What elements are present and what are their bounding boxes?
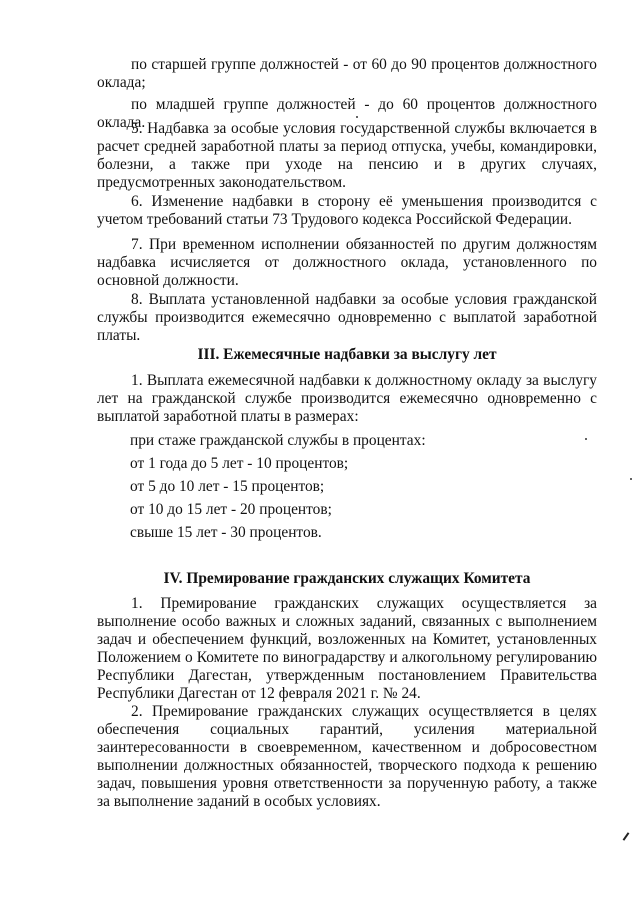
scan-speck (585, 438, 587, 440)
paragraph-item-6: 6. Изменение надбавки в сторону её уменьшения производится с учетом требований статьи 73 Трудового кодекса Российской Федерации. (97, 193, 597, 228)
scan-speck (356, 116, 358, 118)
seniority-list-item: свыше 15 лет - 30 процентов. (130, 524, 322, 541)
paragraph-item-7: 7. При временном исполнении обязанностей по другим должностям надбавка исчисляется от должностного оклада, установленного по основной должности. (97, 236, 597, 289)
seniority-list-item: от 1 года до 5 лет - 10 процентов; (130, 455, 349, 472)
section-iii-paragraph-1: 1. Выплата ежемесячной надбавки к должностному окладу за выслугу лет на гражданской службе производится ежемесячно одновременно с выплатой заработной платы в размерах: (97, 372, 597, 425)
seniority-list-item: от 5 до 10 лет - 15 процентов; (130, 478, 325, 495)
section-iv-paragraph-1: 1. Премирование гражданских служащих осуществляется за выполнение особо важных и сложных заданий, связанных с выполнением задач и обеспечением функций, возложенных на Комитет, установленных Положением о Комитете по виноградарству и алкогольному регулированию Республики Дагестан, утвержденным постановлением Правительства Республики Дагестан от 12 февраля 2021 г. № 24. (97, 595, 597, 702)
paragraph-item-5: 5. Надбавка за особые условия государственной службы включается в расчет средней заработной платы за период отпуска, учебы, командировки, болезни, а также при уходе на пенсию и в других случаях, предусмотренных законодательством. (97, 120, 597, 191)
paragraph-senior-group: по старшей группе должностей - от 60 до 90 процентов должностного оклада; (97, 56, 597, 91)
section-heading-iii: III. Ежемесячные надбавки за выслугу лет (197, 346, 497, 363)
paragraph-junior-group: по младшей группе должностей - до 60 процентов должностного оклада. (97, 96, 597, 131)
section-iv-paragraph-2: 2. Премирование гражданских служащих осуществляется в целях обеспечения социальных гарантий, усиления материальной заинтересованности в своевременном, качественном и добросовестном выполнении должностных обязанностей, творческого подхода к решению задач, повышения уровня ответственности за порученную работу, а также за выполнение заданий в особых условиях. (97, 703, 597, 810)
scan-speck (630, 478, 632, 480)
section-heading-iv: IV. Премирование гражданских служащих Комитета (163, 570, 531, 587)
seniority-list-item: от 10 до 15 лет - 20 процентов; (130, 501, 332, 518)
seniority-list-intro: при стаже гражданской службы в процентах: (130, 432, 426, 449)
scan-mark (623, 832, 630, 841)
paragraph-item-8: 8. Выплата установленной надбавки за особые условия гражданской службы производится ежемесячно одновременно с выплатой заработной платы. (97, 291, 597, 344)
